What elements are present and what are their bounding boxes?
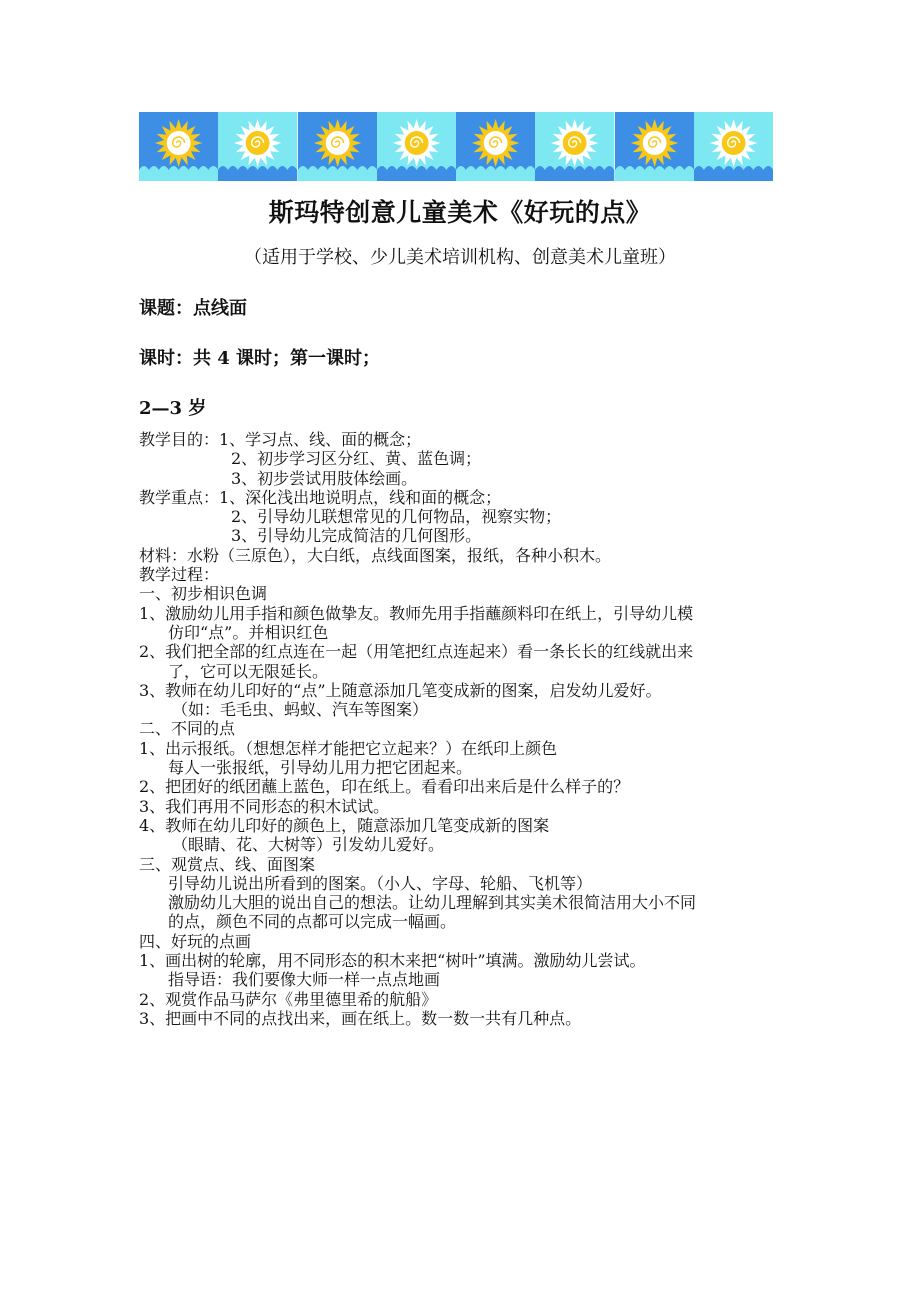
banner-tile bbox=[139, 112, 218, 181]
hours-heading: 课时：共 4 课时；第一课时； bbox=[139, 348, 381, 369]
banner-tile bbox=[615, 112, 694, 181]
body-line: 一、初步相识色调 bbox=[139, 584, 268, 604]
sun-icon bbox=[710, 119, 758, 167]
document-title: 斯玛特创意儿童美术《好玩的点》 bbox=[268, 198, 652, 227]
sun-icon bbox=[472, 119, 520, 167]
body-line: 三、观赏点、线、面图案 bbox=[139, 854, 316, 874]
body-line: （如：毛毛虫、蚂蚁、汽车等图案） bbox=[172, 700, 429, 720]
body-line: 仿印“点”。并相识红色 bbox=[168, 622, 329, 642]
sun-icon bbox=[313, 119, 361, 167]
sun-icon bbox=[234, 119, 282, 167]
body-line: 3、把画中不同的点找出来，画在纸上。数一数一共有几种点。 bbox=[139, 1008, 582, 1028]
body-line: 教学过程： bbox=[139, 565, 220, 585]
body-line: 3、引导幼儿完成简洁的几何图形。 bbox=[231, 526, 482, 546]
body-line: 1、出示报纸。（想想怎样才能把它立起来？）在纸印上颜色 bbox=[139, 738, 558, 758]
body-line: 教学重点：1、深化浅出地说明点，线和面的概念； bbox=[139, 487, 502, 507]
banner-tile bbox=[535, 112, 614, 181]
banner-tile bbox=[694, 112, 773, 181]
body-line: 教学目的：1、学习点、线、面的概念； bbox=[139, 430, 422, 449]
body-line: 1、激励幼儿用手指和颜色做挚友。教师先用手指蘸颜料印在纸上，引导幼儿模 bbox=[139, 603, 694, 623]
age-heading: 2—3 岁 bbox=[139, 398, 207, 419]
sun-icon bbox=[155, 119, 203, 167]
body-line: 3、初步尝试用肢体绘画。 bbox=[231, 468, 418, 488]
body-line: 3、我们再用不同形态的积木试试。 bbox=[139, 796, 390, 816]
body-line: （眼睛、花、大树等）引发幼儿爱好。 bbox=[172, 835, 445, 855]
body-line: 指导语：我们要像大师一样一点点地画 bbox=[168, 970, 441, 990]
body-line: 2、把团好的纸团蘸上蓝色，印在纸上。看看印出来后是什么样子的？ bbox=[139, 777, 630, 797]
sun-icon bbox=[551, 119, 599, 167]
sun-wave-banner bbox=[139, 112, 773, 181]
body-line: 4、教师在幼儿印好的颜色上，随意添加几笔变成新的图案 bbox=[139, 815, 550, 835]
banner-tile bbox=[377, 112, 456, 181]
sun-icon bbox=[630, 119, 678, 167]
topic-heading: 课题：点线面 bbox=[139, 298, 247, 319]
body-line: 3、教师在幼儿印好的“点”上随意添加几笔变成新的图案，启发幼儿爱好。 bbox=[139, 680, 662, 700]
body-line: 的点，颜色不同的点都可以完成一幅画。 bbox=[168, 912, 457, 932]
body-line: 2、观赏作品马萨尔《弗里德里希的航船》 bbox=[139, 989, 438, 1009]
document-subtitle: （适用于学校、少儿美术培训机构、创意美术儿童班） bbox=[244, 247, 676, 268]
body-line: 四、好玩的点画 bbox=[139, 931, 252, 951]
body-line: 了，它可以无限延长。 bbox=[168, 661, 329, 681]
lesson-body bbox=[139, 430, 789, 1028]
body-line: 材料：水粉（三原色），大白纸，点线面图案，报纸，各种小积木。 bbox=[139, 545, 612, 565]
body-line: 2、我们把全部的红点连在一起（用笔把红点连起来）看一条长长的红线就出来 bbox=[139, 642, 694, 662]
body-line: 激励幼儿大胆的说出自己的想法。让幼儿理解到其实美术很简洁用大小不同 bbox=[168, 893, 697, 913]
body-line: 2、引导幼儿联想常见的几何物品，视察实物； bbox=[231, 507, 562, 527]
banner-tile bbox=[456, 112, 535, 181]
body-line: 1、画出树的轮廓，用不同形态的积木来把“树叶”填满。激励幼儿尝试。 bbox=[139, 951, 646, 971]
body-line: 每人一张报纸，引导幼儿用力把它团起来。 bbox=[168, 758, 473, 778]
body-line: 二、不同的点 bbox=[139, 719, 236, 739]
body-line: 引导幼儿说出所看到的图案。（小人、字母、轮船、飞机等） bbox=[168, 873, 593, 893]
sun-icon bbox=[393, 119, 441, 167]
banner-tile bbox=[298, 112, 377, 181]
body-line: 2、初步学习区分红、黄、蓝色调； bbox=[231, 449, 482, 469]
banner-tile bbox=[218, 112, 297, 181]
